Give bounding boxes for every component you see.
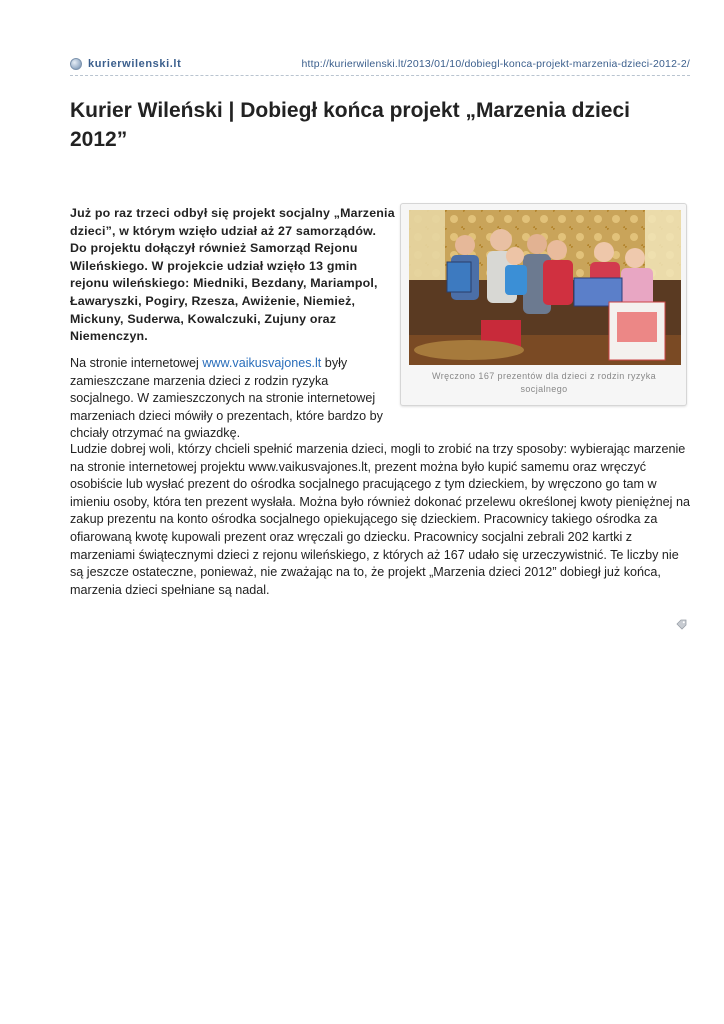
globe-icon — [70, 58, 82, 70]
photo-illustration — [409, 210, 681, 365]
tag-icon[interactable] — [676, 619, 687, 630]
photo-figure — [400, 203, 687, 406]
para1-text-before: Na stronie internetowej — [70, 356, 203, 370]
article-title: Kurier Wileński | Dobiegł końca projekt „Marzenia dzieci 2012” — [70, 99, 630, 151]
site-link[interactable] — [70, 58, 181, 70]
photo-caption: Wręczono 167 prezentów dla dzieci z rodzin ryzyka socjalnego — [431, 371, 657, 394]
article-photo[interactable] — [409, 210, 681, 365]
article-lead: Już po raz trzeci odbył się projekt socjalny „Marzenia dzieci”, w którym wzięło udział aż 27 samorządów. Do projektu dołączył również Samorząd Rejonu Wileńskiego. W projekcie udział wzięło 13 gmin rejonu wileńskiego: Miedniki, Bezdany, Mariampol, Ławaryszki, Pogiry, Rzesza, Awiżenie, Niemież, Mickuny, Suderwa, Kowalczuki, Zujuny oraz Niemenczyn. — [70, 206, 395, 344]
para1-text-after: były zamieszczane marzenia dzieci z rodzin ryzyka socjalnego. W zamieszczonych na stronie internetowej marzeniach dzieci mówiły o prezentach, które bardzo by chciały otrzymać na gwiazdkę. — [70, 356, 383, 441]
page-header — [70, 55, 690, 73]
article-paragraph-2: Ludzie dobrej woli, którzy chcieli spełnić marzenia dzieci, mogli to zrobić na trzy sposoby: wybierając marzenie na stronie internetowej projektu www.vaikusvajones.lt, prezent można było kupić samemu oraz wręczyć osobiście lub wysłać prezent do ośrodka socjalnego pracującego z tym dzieckiem, by wręczono go tam w imieniu osoby, która ten prezent wysłała. Można było również dokonać przelewu określonej kwoty pieniężnej na zakup prezentu na konto ośrodka socjalnego opiekującego się dzieckiem. Pracownicy takiego ośrodka za ofiarowaną kwotę kupowali prezent oraz wręczali go dziecku. Pracownicy socjalni zebrali 202 kartki z marzeniami świątecznymi dzieci z rejonu wileńskiego, z których aż 167 udało się urzeczywistnić. Te liczby nie są jeszcze ostateczne, ponieważ, nie zważając na to, że projekt „Marzenia dzieci 2012” dobiegł już końca, marzenia dzieci spełniane są nadal. — [70, 442, 690, 597]
vaikusvajones-link[interactable]: www.vaikusvajones.lt — [202, 356, 322, 370]
article-paragraph-1 — [70, 355, 395, 443]
header-divider — [70, 75, 690, 76]
site-name[interactable]: kurierwilenski.lt — [88, 58, 182, 70]
article-url[interactable]: http://kurierwilenski.lt/2013/01/10/dobiegl-konca-projekt-marzenia-dzieci-2012-2/ — [301, 58, 690, 70]
